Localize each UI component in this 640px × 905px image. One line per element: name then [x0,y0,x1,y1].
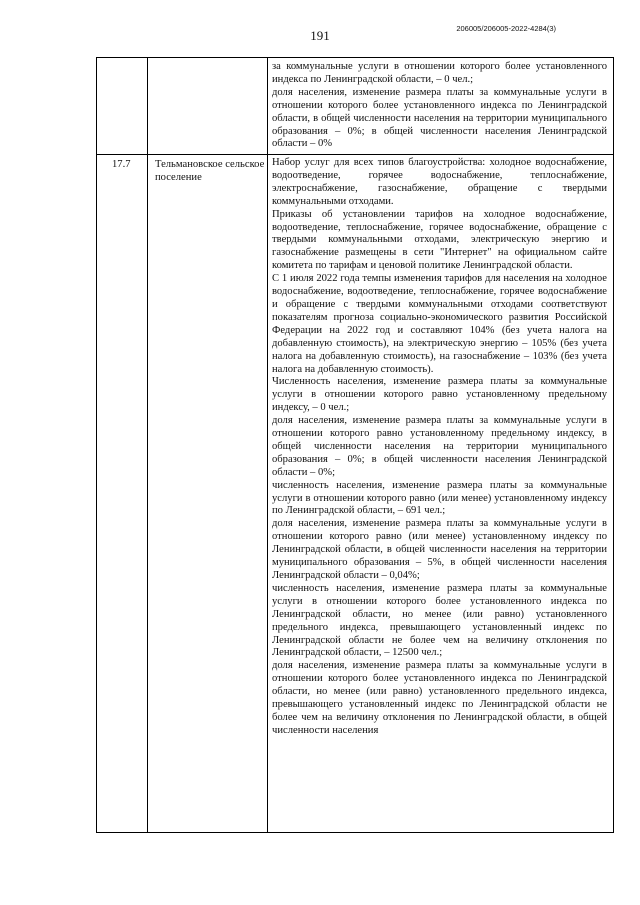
row-number: 17.7 [112,159,131,170]
paragraph: доля населения, изменение размера платы за коммунальные услуги в отношении которого равно установленному предельному индексу, в общей численности населения на территории муниципального образования – 0%; в общей численности населения Ленинградской области – 0%; [272,415,607,478]
paragraph: Приказы об установлении тарифов на холодное водоснабжение, водоотведение, теплоснабжение, горячее водоснабжение, обращение с твердыми коммунальными отходами, электрическую энергию и газоснабжение размещены в сети "Интернет" на официальном сайте комитета по тарифам и ценовой политике Ленинградской области. [272,208,607,272]
paragraph: численность населения, изменение размера платы за коммунальные услуги в отношении которого равно (или менее) установленному индексу по Ленинградской области, – 691 чел.; [272,479,607,517]
paragraph: Численность населения, изменение размера платы за коммунальные услуги в отношении которого равно установленному предельному индексу, – 0 чел.; [272,376,607,414]
column-divider-number [147,58,148,832]
prev-row-content [272,61,607,151]
data-table [96,57,614,833]
prev-row-line: за коммунальные услуги в отношении которого более установленного индекса по Ленинградской области, – 0 чел.; [272,61,607,85]
municipality-name: Тельмановское сельское поселение [155,159,265,183]
paragraph: доля населения, изменение размера платы за коммунальные услуги в отношении которого равно (или менее) установленному индексу по Ленинградской области, в общей численности населения на территории муниципального образования – 5%, в общей численности населения Ленинградской области – 0,04%; [272,518,607,581]
prev-row-line: доля населения, изменение размера платы за коммунальные услуги в отношении которого более установленного индекса по Ленинградской области, в общей численности населения на территории муниципального образования – 0%; в общей численности населения Ленинградской области – 0% [272,86,607,150]
column-divider-name [267,58,268,832]
document-code: 206005/206005-2022-4284(3) [456,24,556,33]
paragraph: доля населения, изменение размера платы за коммунальные услуги в отношении которого более установленного индекса по Ленинградской области, но менее (или равно) установленного предельного индекса, превышающего установленный индекс по Ленинградской области не более чем на величину отклонения по Ленинградской области, в общей численности населения [272,660,607,736]
row-divider [97,154,613,155]
row-content [272,157,607,738]
paragraph: численность населения, изменение размера платы за коммунальные услуги в отношении которого более установленного индекса по Ленинградской области, но менее (или равно) установленного предельного индекса, превышающего установленный индекс по Ленинградской области не более чем на величину отклонения по Ленинградской области, – 12500 чел.; [272,582,607,659]
page-number: 191 [310,28,330,43]
paragraph: С 1 июля 2022 года темпы изменения тарифов для населения на холодное водоснабжение, водоотведение, теплоснабжение, горячее водоснабжение и обращение с твердыми коммунальными отходами соответствуют показателям прогноза социально-экономического развития Российской Федерации на 2022 год и составляют 104% (без учета налога на добавленную стоимость), на электрическую энергию – 105% (без учета налога на добавленную стоимость), на газоснабжение – 103% (без учета налога на добавленную стоимость). [272,273,607,375]
paragraph: Набор услуг для всех типов благоустройства: холодное водоснабжение, водоотведение, горячее водоснабжение, теплоснабжение, электроснабжение, газоснабжение, обращение с твердыми коммунальными отходами. [272,157,607,207]
